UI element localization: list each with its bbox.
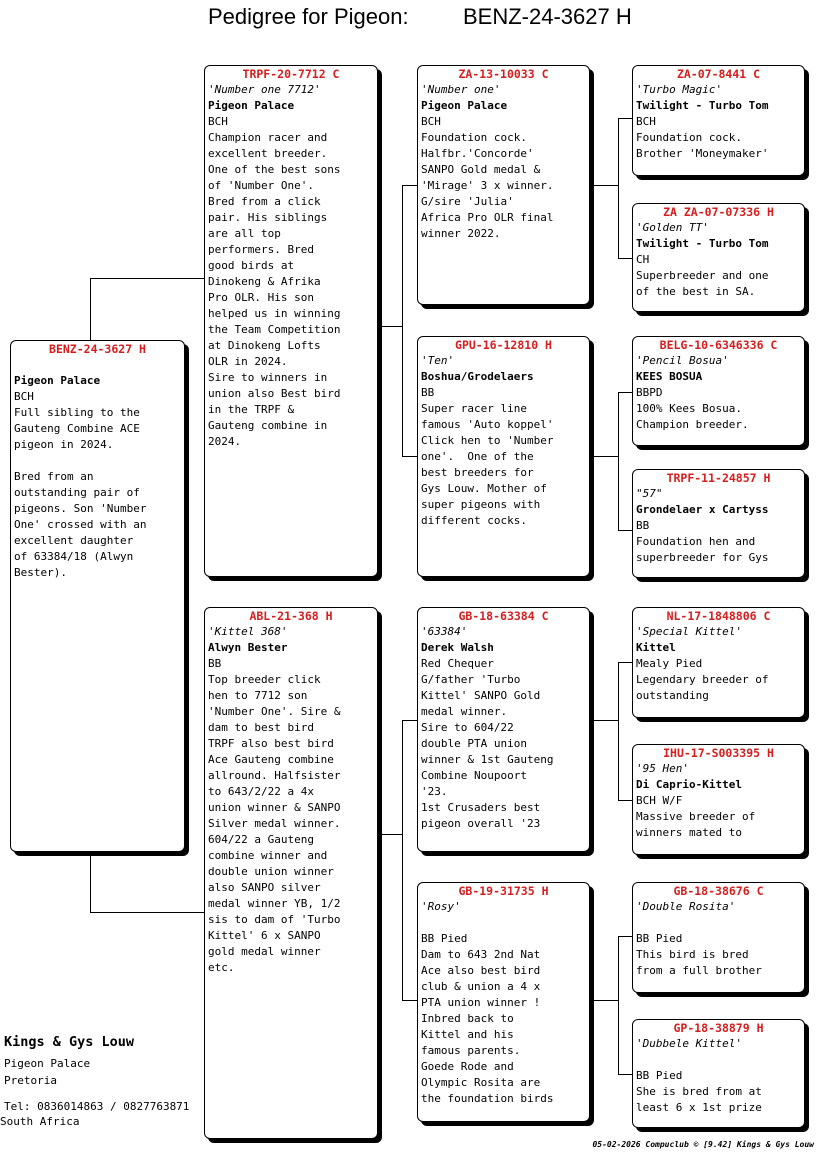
- breeder: Pigeon Palace: [421, 99, 508, 112]
- owner-country: South Africa: [0, 1115, 80, 1128]
- connector-line: [402, 456, 417, 457]
- color: BB: [421, 386, 435, 399]
- ring-number: TRPF-11-24857 H: [666, 471, 771, 485]
- connector-line: [618, 392, 619, 530]
- connector-line: [402, 185, 403, 456]
- description: Champion racer and excellent breeder. One of the best sons of 'Number One'. Bred from a click pair. His siblings are all top performers. Bred good birds at Dinokeng & Afrika Pro OLR. His son helped us in winning the Team Competition at Dinokeng Lofts OLR in 2024. Sire to winners in union also Best bird in the TRPF & Gauteng combine in 2024.: [208, 131, 341, 448]
- description: Full sibling to the Gauteng Combine ACE pigeon in 2024. Bred from an outstanding pair of pigeons. Son 'Number One' crossed with an excellent daughter of 63384/18 (Alwyn Bester).: [14, 406, 147, 579]
- connector-line: [402, 185, 417, 186]
- connector-line: [618, 936, 619, 1074]
- color: CH: [636, 253, 650, 266]
- breeder: Derek Walsh: [421, 641, 494, 654]
- connector-line: [618, 258, 632, 259]
- connector-line: [402, 720, 403, 1000]
- ddd-card[interactable]: [632, 1019, 805, 1128]
- pigeon-name: '63384': [421, 625, 468, 638]
- pigeon-name: "57": [636, 487, 663, 500]
- connector-line: [618, 530, 632, 531]
- sss-card[interactable]: [632, 65, 805, 176]
- ring-number: ABL-21-368 H: [249, 609, 333, 623]
- pigeon-name: 'Dubbele Kittel': [636, 1037, 742, 1050]
- connector-line: [90, 278, 204, 279]
- pigeon-name: 'Ten': [421, 354, 455, 367]
- description: Foundation cock. Halfbr.'Concorde' SANPO Gold medal & 'Mirage' 3 x winner. G/sire 'Julia' Africa Pro OLR final winner 2022.: [421, 131, 554, 240]
- connector-line: [618, 662, 632, 663]
- sds-card[interactable]: [632, 336, 805, 446]
- color: BB: [636, 519, 650, 532]
- connector-line: [618, 936, 632, 937]
- dsd-card[interactable]: [632, 744, 805, 855]
- ssd-card[interactable]: [632, 203, 805, 312]
- title-ring: BENZ-24-3627 H: [463, 4, 632, 29]
- description: Foundation hen and superbreeder for Gys: [636, 535, 769, 564]
- ring-number: GB-19-31735 H: [458, 884, 549, 898]
- owner-loft: Pigeon Palace: [4, 1057, 91, 1070]
- owner-info: [0, 1034, 190, 1130]
- description: 100% Kees Bosua. Champion breeder.: [636, 402, 749, 431]
- pigeon-name: 'Double Rosita': [636, 900, 736, 913]
- pigeon-name: 'Pencil Bosua': [636, 354, 729, 367]
- dam-sire-card[interactable]: [417, 607, 590, 852]
- ring-number: GPU-16-12810 H: [455, 338, 552, 352]
- description: Superbreeder and one of the best in SA.: [636, 269, 769, 298]
- ring-number: ZA-07-8441 C: [676, 67, 761, 81]
- owner-name: Kings & Gys Louw: [4, 1034, 135, 1050]
- breeder: Grondelaer x Cartyss: [636, 503, 769, 516]
- connector-line: [402, 1000, 417, 1001]
- subject-card[interactable]: [10, 340, 185, 852]
- connector-line: [618, 118, 632, 119]
- color: BCH: [636, 115, 656, 128]
- sire-card[interactable]: [204, 65, 378, 577]
- page-title: [208, 4, 632, 30]
- pigeon-name: 'Number one 7712': [208, 83, 321, 96]
- color: BCH: [208, 115, 228, 128]
- owner-tel: Tel: 0836014863 / 0827763871: [4, 1100, 190, 1113]
- footer-credit: 05-02-2026 Compuclub © [9.42] Kings & Gys Louw: [592, 1140, 814, 1149]
- breeder: [636, 915, 801, 931]
- description: Legendary breeder of outstanding: [636, 673, 769, 702]
- breeder: Twilight - Turbo Tom: [636, 99, 769, 112]
- connector-line: [590, 1000, 618, 1001]
- color: BCH: [421, 115, 441, 128]
- breeder: Pigeon Palace: [14, 374, 101, 387]
- dds-card[interactable]: [632, 882, 805, 993]
- sire-sire-card[interactable]: [417, 65, 590, 305]
- connector-line: [90, 852, 91, 912]
- sdd-card[interactable]: [632, 469, 805, 578]
- ring-number: BELG-10-6346336 C: [659, 338, 778, 352]
- pigeon-name: 'Rosy': [421, 900, 461, 913]
- breeder: Boshua/Grodelaers: [421, 370, 534, 383]
- connector-line: [590, 720, 618, 721]
- color: BB Pied: [421, 932, 468, 945]
- pigeon-name: 'Golden TT': [636, 221, 709, 234]
- connector-line: [378, 326, 402, 327]
- color: Red Chequer: [421, 657, 494, 670]
- connector-line: [590, 185, 618, 186]
- color: BB Pied: [636, 1069, 683, 1082]
- breeder: KEES BOSUA: [636, 370, 703, 383]
- connector-line: [618, 392, 632, 393]
- description: Dam to 643 2nd Nat Ace also best bird club & union a 4 x PTA union winner ! Inbred back to Kittel and his famous parents. Goede Rode and Olympic Rosita are the foundation birds: [421, 948, 554, 1105]
- color: BB Pied: [636, 932, 683, 945]
- connector-line: [90, 278, 91, 340]
- description: She is bred from at least 6 x 1st prize: [636, 1085, 762, 1114]
- connector-line: [618, 118, 619, 258]
- connector-line: [590, 456, 618, 457]
- breeder: Alwyn Bester: [208, 641, 288, 654]
- ring-number: BENZ-24-3627 H: [49, 342, 146, 356]
- breeder: [421, 915, 586, 931]
- breeder: Pigeon Palace: [208, 99, 295, 112]
- description: Top breeder click hen to 7712 son 'Number One'. Sire & dam to best bird TRPF also best bird Ace Gauteng combine allround. Halfsister to 643/2/22 a 4x union winner & SANPO Silver medal winner. 604/22 a Gauteng combine winner and double union winner also SANPO silver medal winner YB, 1/2 sis to dam of 'Turbo Kittel' 6 x SANPO gold medal winner etc.: [208, 673, 341, 974]
- breeder: Di Caprio-Kittel: [636, 778, 742, 791]
- color: BCH: [14, 390, 34, 403]
- connector-line: [402, 720, 417, 721]
- ring-number: ZA-13-10033 C: [458, 67, 549, 81]
- owner-city: Pretoria: [4, 1074, 57, 1087]
- breeder: Twilight - Turbo Tom: [636, 237, 769, 250]
- ring-number: IHU-17-S003395 H: [663, 746, 774, 760]
- pigeon-name: 'Kittel 368': [208, 625, 288, 638]
- connector-line: [378, 834, 402, 835]
- color: BCH W/F: [636, 794, 683, 807]
- dam-dam-card[interactable]: [417, 882, 590, 1122]
- ring-number: GB-18-63384 C: [458, 609, 549, 623]
- color: BB: [208, 657, 222, 670]
- connector-line: [90, 912, 204, 913]
- ring-number: TRPF-20-7712 C: [242, 67, 340, 81]
- description: Massive breeder of winners mated to: [636, 810, 756, 839]
- connector-line: [618, 662, 619, 800]
- description: Foundation cock. Brother 'Moneymaker': [636, 131, 769, 160]
- pigeon-name: 'Turbo Magic': [636, 83, 723, 96]
- connector-line: [618, 1074, 632, 1075]
- color: BBPD: [636, 386, 663, 399]
- pigeon-name: '95 Hen': [636, 762, 689, 775]
- breeder: Kittel: [636, 641, 676, 654]
- sire-dam-card[interactable]: [417, 336, 590, 577]
- pigeon-name: 'Number one': [421, 83, 501, 96]
- title-label: Pedigree for Pigeon:: [208, 4, 409, 29]
- dam-card[interactable]: [204, 607, 378, 1139]
- pigeon-name: 'Special Kittel': [636, 625, 742, 638]
- ring-number: ZA ZA-07-07336 H: [663, 205, 774, 219]
- description: This bird is bred from a full brother: [636, 948, 762, 977]
- ring-number: GB-18-38676 C: [673, 884, 764, 898]
- ring-number: NL-17-1848806 C: [666, 609, 771, 623]
- breeder: [636, 1052, 801, 1068]
- color: Mealy Pied: [636, 657, 703, 670]
- ring-number: GP-18-38879 H: [673, 1021, 764, 1035]
- dss-card[interactable]: [632, 607, 805, 718]
- description: G/father 'Turbo Kittel' SANPO Gold medal winner. Sire to 604/22 double PTA union winner & 1st Gauteng Combine Noupoort '23. 1st Crusaders best pigeon overall '23: [421, 673, 554, 830]
- connector-line: [618, 800, 632, 801]
- description: Super racer line famous 'Auto koppel' Click hen to 'Number one'. One of the best breeders for Gys Louw. Mother of super pigeons with different cocks.: [421, 402, 554, 527]
